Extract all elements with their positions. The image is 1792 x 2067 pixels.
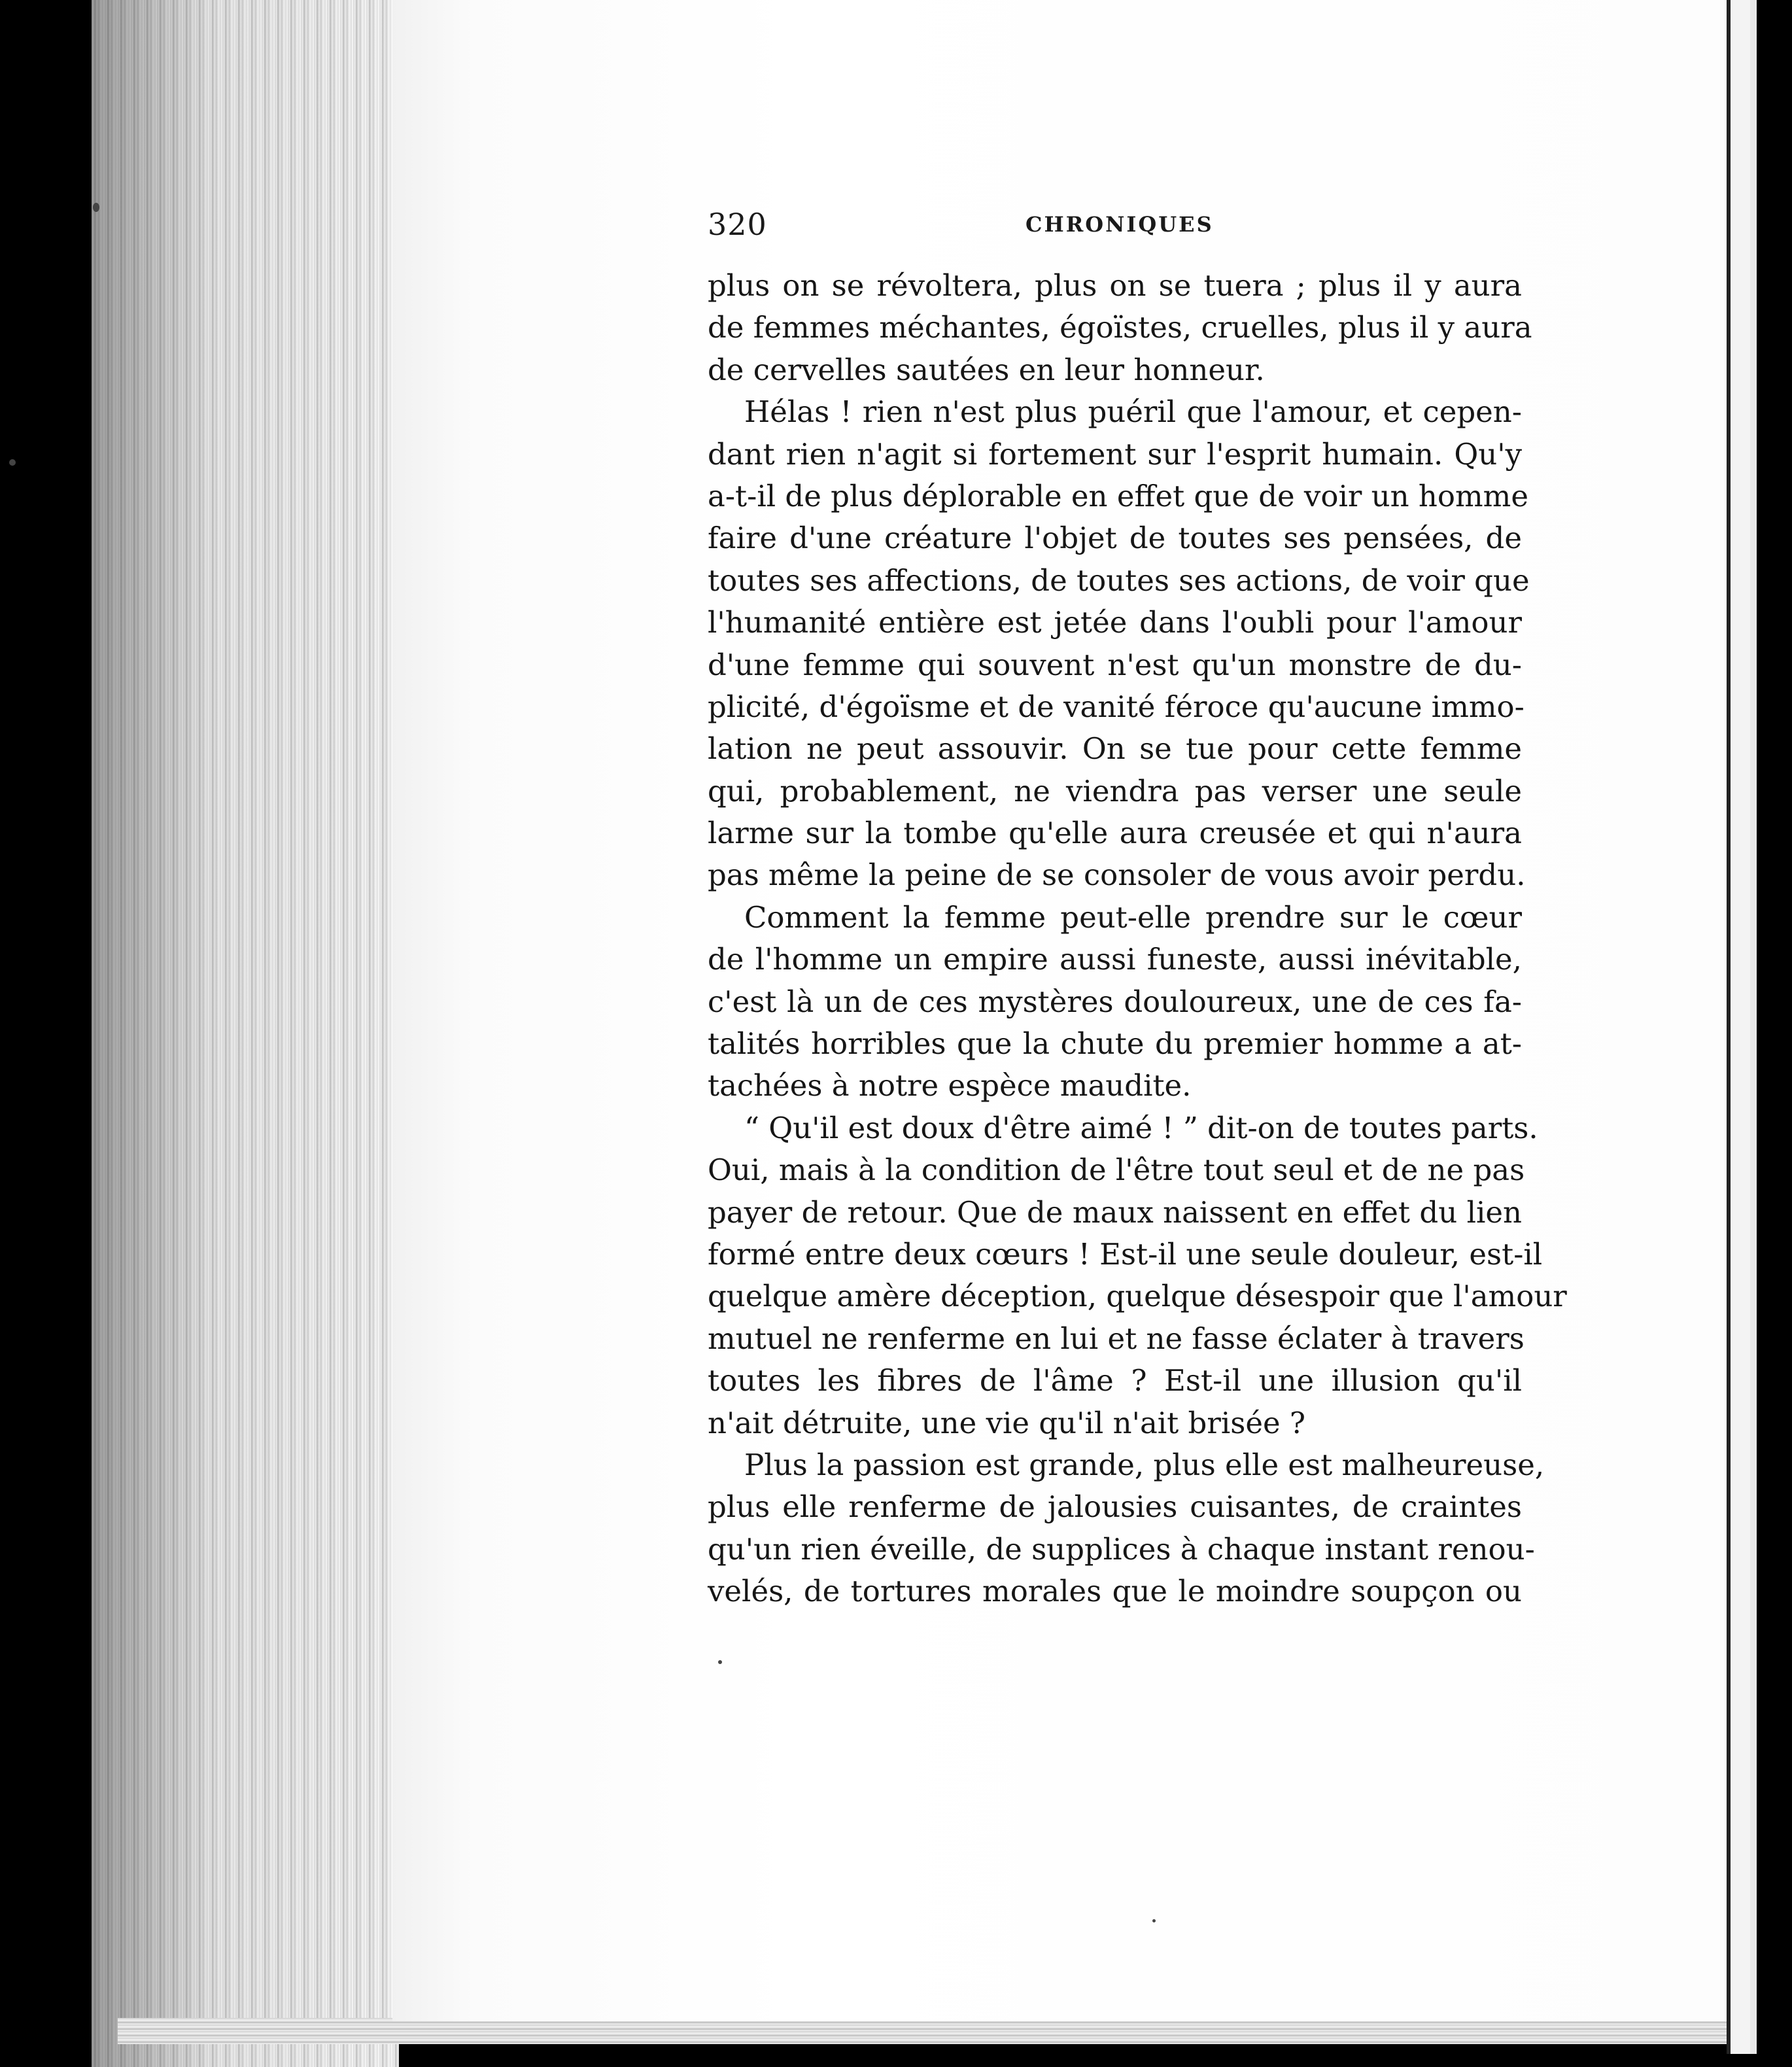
right-page-edge-inner	[1750, 0, 1757, 2054]
left-page-edges	[92, 0, 399, 2067]
text-line: tachées à notre espèce maudite.	[708, 1068, 1192, 1103]
text-line: Comment la femme peut-elle prendre sur le cœur	[744, 899, 1522, 935]
text-line: d'une femme qui souvent n'est qu'un monstre de du-	[708, 647, 1522, 682]
text-line: plus elle renferme de jalousies cuisantes, de craintes	[708, 1489, 1522, 1525]
text-line: Oui, mais à la condition de l'être tout seul et de ne pas	[708, 1153, 1525, 1188]
text-line: qu'un rien éveille, de supplices à chaque instant renou-	[708, 1531, 1535, 1567]
scan-speck	[1152, 1919, 1156, 1922]
text-line: formé entre deux cœurs ! Est-il une seule douleur, est-il	[708, 1236, 1543, 1272]
text-line: velés, de tortures morales que le moindre soupçon ou	[708, 1574, 1522, 1609]
page-header	[708, 207, 1525, 246]
running-title: CHRONIQUES	[1025, 212, 1214, 237]
text-line: mutuel ne renferme en lui et ne fasse éclater à travers	[708, 1321, 1525, 1356]
text-line: Plus la passion est grande, plus elle est malheureuse,	[744, 1447, 1545, 1482]
text-line: “ Qu'il est doux d'être aimé ! ” dit-on de toutes parts.	[744, 1110, 1538, 1145]
text-line: payer de retour. Que de maux naissent en effet du lien	[708, 1194, 1522, 1230]
text-line: Hélas ! rien n'est plus puéril que l'amour, et cepen-	[744, 394, 1522, 430]
scan-speck	[9, 459, 16, 466]
text-line: plus on se révoltera, plus on se tuera ; plus il y aura	[708, 268, 1522, 303]
text-line: qui, probablement, ne viendra pas verser une seule	[708, 773, 1522, 808]
scan-speck	[718, 1660, 722, 1664]
text-line: l'humanité entière est jetée dans l'oubli pour l'amour	[708, 605, 1522, 640]
scan-speck	[93, 203, 99, 212]
text-line: toutes les fibres de l'âme ? Est-il une illusion qu'il	[708, 1363, 1522, 1398]
text-line: lation ne peut assouvir. On se tue pour cette femme	[708, 731, 1522, 767]
text-line: c'est là un de ces mystères douloureux, une de ces fa-	[708, 984, 1522, 1019]
body-text	[708, 265, 1567, 1613]
text-line: toutes ses affections, de toutes ses actions, de voir que	[708, 563, 1530, 598]
bottom-page-edges	[118, 2018, 1740, 2044]
text-line: n'ait détruite, une vie qu'il n'ait brisée ?	[708, 1405, 1306, 1440]
text-line: a-t-il de plus déplorable en effet que de voir un homme	[708, 478, 1528, 513]
text-line: pas même la peine de se consoler de vous avoir perdu.	[708, 858, 1526, 893]
text-line: faire d'une créature l'objet de toutes ses pensées, de	[708, 521, 1522, 556]
text-line: de femmes méchantes, égoïstes, cruelles, plus il y aura	[708, 310, 1532, 345]
text-line: dant rien n'agit si fortement sur l'esprit humain. Qu'y	[708, 436, 1522, 472]
text-line: talités horribles que la chute du premier homme a at-	[708, 1026, 1522, 1062]
text-line: plicité, d'égoïsme et de vanité féroce qu'aucune immo-	[708, 689, 1525, 724]
text-line: de l'homme un empire aussi funeste, aussi inévitable,	[708, 942, 1522, 977]
text-line: de cervelles sautées en leur honneur.	[708, 352, 1265, 387]
right-page-edge	[1727, 0, 1750, 2054]
text-line: quelque amère déception, quelque désespoir que l'amour	[708, 1279, 1567, 1314]
text-line: larme sur la tombe qu'elle aura creusée et qui n'aura	[708, 816, 1522, 851]
page-number: 320	[708, 207, 767, 242]
